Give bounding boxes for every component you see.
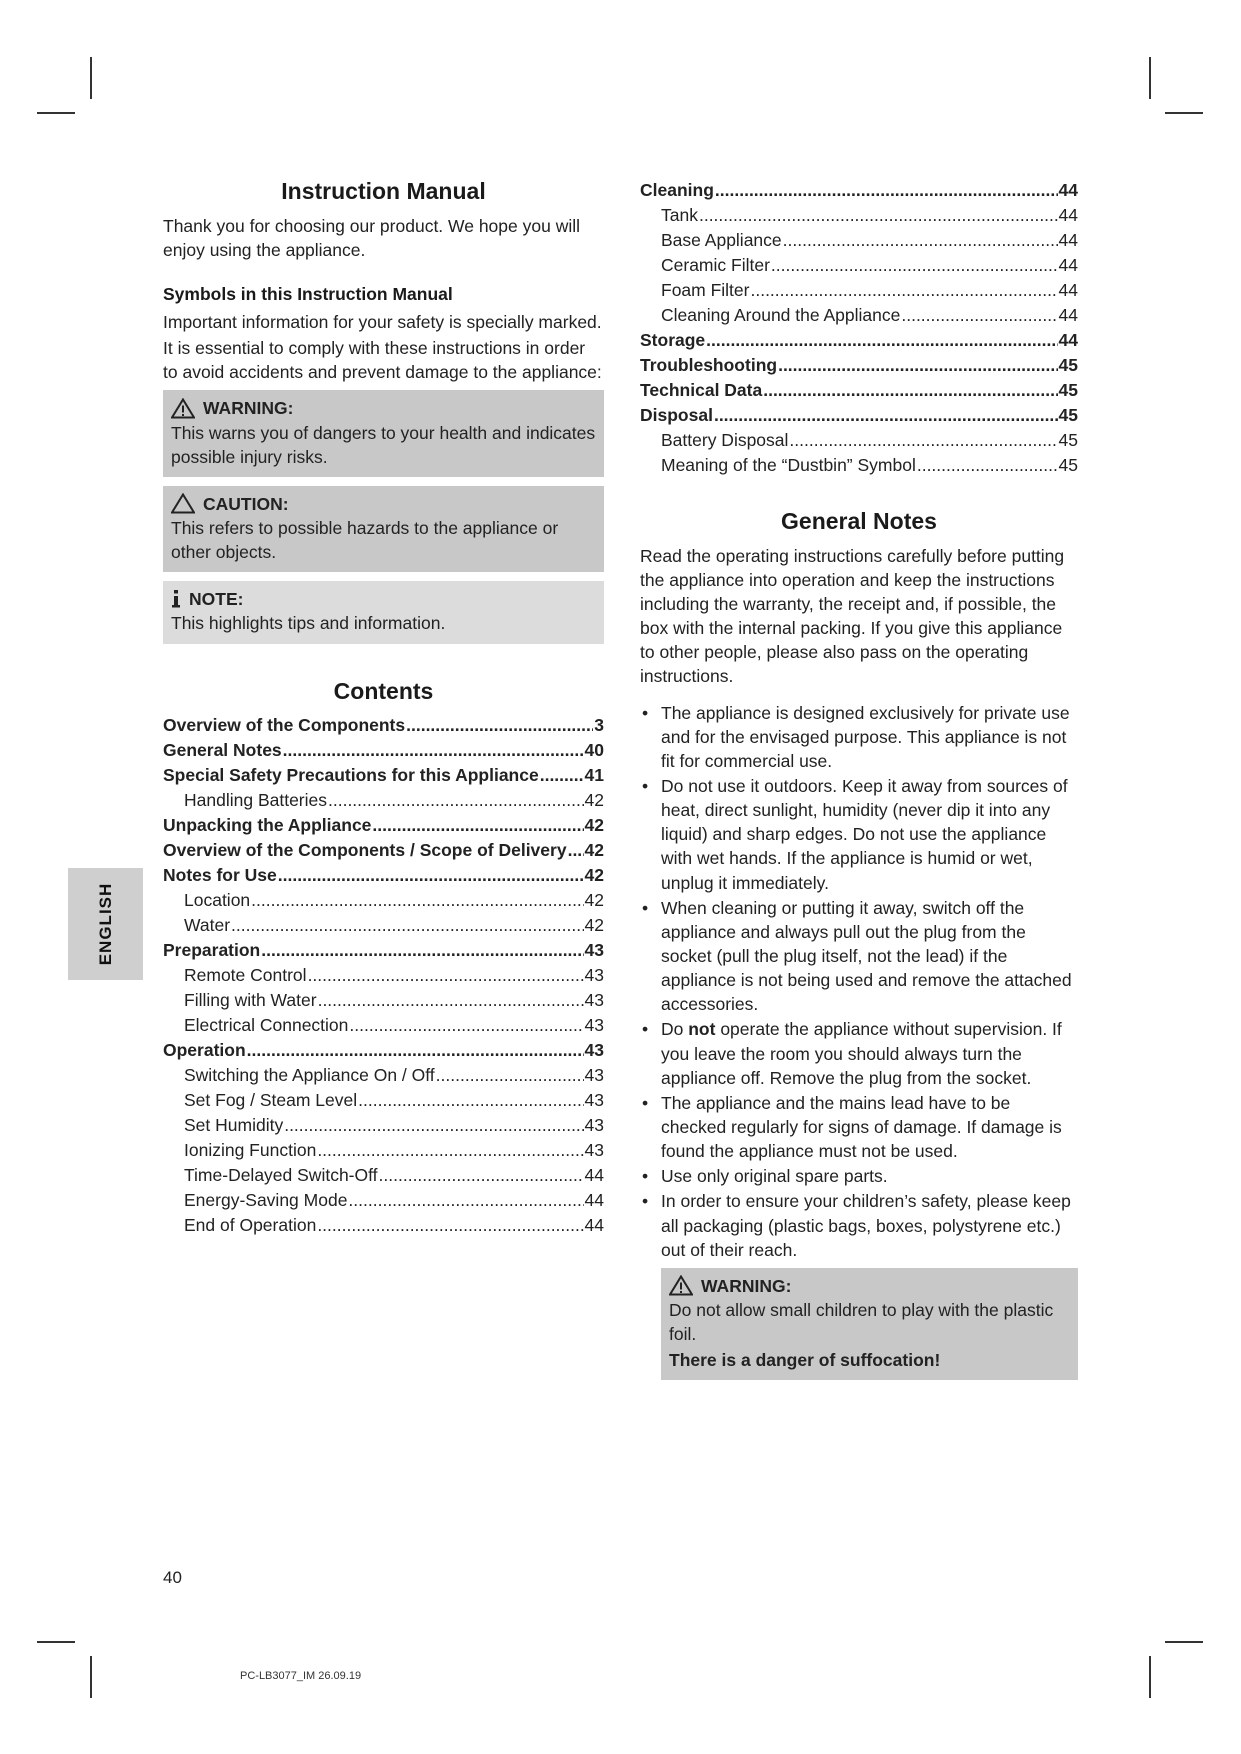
toc-entry-page: 43 [584, 1065, 604, 1086]
toc-entry [163, 1188, 604, 1213]
warning-text: This warns you of dangers to your health and indicates possible injury risks. [171, 422, 596, 467]
toc-entry-page: 42 [584, 890, 604, 911]
toc-leader-dots [771, 253, 1058, 278]
contents-list-left [163, 713, 604, 1238]
bullet-item: • When cleaning or putting it away, switch off the appliance and always pull out the plug from the socket (pull the plug itself, not the lead) if the appliance is not being used and remove the attached accessories. [640, 896, 1078, 1017]
toc-entry [163, 1213, 604, 1238]
toc-entry-title: Ceramic Filter [661, 255, 770, 276]
page-number: 40 [163, 1568, 182, 1587]
toc-leader-dots [783, 228, 1058, 253]
symbols-paragraph-2: It is essential to comply with these instructions in order to avoid accidents and prevent damage to the appliance: [163, 338, 602, 383]
caution-text: This refers to possible hazards to the appliance or other objects. [171, 518, 559, 563]
bullet-item: • Use only original spare parts. [640, 1164, 1078, 1188]
toc-entry-page: 45 [1058, 455, 1078, 476]
toc-entry-page: 40 [584, 740, 604, 761]
toc-leader-dots [278, 863, 584, 888]
safety-bullet-list [640, 701, 1078, 1262]
note-text: This highlights tips and information. [171, 613, 446, 634]
toc-leader-dots [251, 888, 583, 913]
toc-entry-page: 44 [1058, 330, 1078, 351]
general-notes-intro: Read the operating instructions carefully before putting the appliance into operation and keep the instructions including the warranty, the receipt and, if possible, the box with the internal packing. If you give this appliance to other people, please also pass on the operating instructions. [640, 545, 1065, 687]
crop-mark [1165, 112, 1203, 114]
toc-entry-title: Overview of the Components / Scope of Delivery [163, 840, 567, 861]
toc-entry-title: Cleaning [640, 180, 714, 200]
toc-entry-page: 42 [584, 865, 604, 886]
toc-entry-title: Cleaning Around the Appliance [661, 305, 901, 326]
toc-entry-title: Special Safety Precautions for this Appliance [163, 765, 539, 786]
toc-entry [640, 303, 1078, 328]
info-icon [171, 589, 181, 609]
toc-leader-dots [358, 1088, 583, 1113]
toc-leader-dots [317, 1213, 583, 1238]
toc-entry-title: Set Humidity [184, 1115, 284, 1136]
toc-entry [640, 353, 1078, 378]
toc-entry-page: 44 [1058, 230, 1078, 251]
toc-entry-title: Electrical Connection [184, 1015, 349, 1036]
toc-entry-page: 43 [584, 1040, 604, 1061]
toc-entry-page: 42 [584, 840, 604, 861]
toc-entry-page: 44 [1058, 305, 1078, 326]
toc-entry-page: 44 [1058, 255, 1078, 276]
toc-entry [163, 1113, 604, 1138]
caution-label: CAUTION: [203, 493, 289, 514]
toc-entry [163, 1088, 604, 1113]
toc-leader-dots [406, 713, 593, 738]
contents-list-right [640, 178, 1078, 478]
toc-entry [640, 403, 1078, 428]
warning-triangle-icon [171, 398, 195, 419]
toc-entry [640, 228, 1078, 253]
toc-entry [163, 863, 604, 888]
left-column [163, 178, 604, 1238]
toc-leader-dots [247, 1038, 584, 1063]
toc-entry-page: 43 [584, 1140, 604, 1161]
toc-entry-title: Switching the Appliance On / Off [184, 1065, 435, 1086]
toc-leader-dots [789, 428, 1057, 453]
toc-entry-page: 42 [584, 815, 604, 836]
toc-entry [163, 738, 604, 763]
toc-entry-title: Handling Batteries [184, 790, 327, 811]
toc-entry-page: 44 [1058, 180, 1078, 200]
toc-entry [163, 713, 604, 738]
bullet-text-post: operate the appliance without supervision. If you leave the room you should always turn the appliance off. Remove the plug from the socket. [661, 1019, 1062, 1088]
toc-leader-dots [706, 328, 1057, 353]
toc-leader-dots [284, 1113, 583, 1138]
symbols-paragraph-1: Important information for your safety is specially marked. [163, 312, 602, 333]
toc-entry [163, 1163, 604, 1188]
toc-entry-title: End of Operation [184, 1215, 317, 1236]
toc-entry-title: Water [184, 915, 231, 936]
toc-entry [163, 963, 604, 988]
manual-title: Instruction Manual [281, 178, 486, 204]
toc-entry-page: 3 [594, 715, 604, 736]
warning-strong-text: There is a danger of suffocation! [669, 1350, 941, 1371]
crop-mark [1165, 1641, 1203, 1643]
toc-leader-dots [540, 763, 584, 788]
toc-leader-dots [379, 1163, 584, 1188]
toc-leader-dots [699, 203, 1058, 228]
toc-entry-title: Operation [163, 1040, 246, 1061]
toc-entry-page: 44 [584, 1190, 604, 1211]
symbols-heading: Symbols in this Instruction Manual [163, 283, 453, 304]
toc-entry [163, 1038, 604, 1063]
toc-leader-dots [231, 913, 584, 938]
caution-triangle-icon [171, 493, 195, 514]
toc-entry-title: Disposal [640, 405, 713, 426]
crop-mark [1149, 57, 1151, 99]
contents-title: Contents [333, 677, 434, 704]
crop-mark [90, 57, 92, 99]
toc-entry-title: General Notes [163, 740, 282, 761]
toc-entry-title: Storage [640, 330, 706, 351]
toc-entry [640, 203, 1078, 228]
toc-entry-title: Troubleshooting [640, 355, 778, 376]
toc-entry-title: Unpacking the Appliance [163, 815, 372, 836]
toc-entry-page: 43 [584, 1115, 604, 1136]
suffocation-warning-box [661, 1268, 1078, 1381]
footer-code: PC-LB3077_IM 26.09.19 [240, 1670, 362, 1682]
warning-triangle-icon [669, 1275, 693, 1296]
crop-mark [90, 1656, 92, 1698]
language-tab [68, 868, 143, 980]
toc-entry-title: Time-Delayed Switch-Off [184, 1165, 378, 1186]
toc-entry-page: 44 [1058, 280, 1078, 301]
toc-entry-title: Foam Filter [661, 280, 750, 301]
toc-leader-dots [283, 738, 584, 763]
toc-entry [640, 178, 1078, 203]
warning-label: WARNING: [203, 398, 294, 419]
toc-leader-dots [778, 353, 1057, 378]
toc-leader-dots [436, 1063, 584, 1088]
toc-entry-page: 42 [584, 790, 604, 811]
toc-leader-dots [328, 788, 584, 813]
crop-mark [1149, 1656, 1151, 1698]
toc-entry-title: Preparation [163, 940, 261, 961]
caution-box [163, 486, 604, 572]
toc-entry-page: 43 [584, 1015, 604, 1036]
toc-entry [163, 988, 604, 1013]
toc-entry-page: 45 [1058, 380, 1078, 401]
toc-entry [640, 278, 1078, 303]
toc-leader-dots [348, 1188, 583, 1213]
toc-entry-page: 43 [584, 990, 604, 1011]
toc-entry-title: Base Appliance [661, 230, 782, 251]
note-box [163, 581, 604, 643]
toc-entry [163, 888, 604, 913]
toc-entry-page: 41 [584, 765, 604, 786]
bullet-item: • The appliance is designed exclusively for private use and for the envisaged purpose. This appliance is not fit for commercial use. [640, 701, 1078, 773]
toc-entry-title: Notes for Use [163, 865, 277, 886]
toc-entry [163, 763, 604, 788]
toc-leader-dots [750, 278, 1057, 303]
warning-label: WARNING: [701, 1275, 792, 1296]
bullet-text-pre: Do [661, 1019, 689, 1040]
toc-leader-dots [917, 453, 1058, 478]
toc-leader-dots [715, 178, 1058, 203]
toc-entry-page: 45 [1058, 355, 1078, 376]
toc-leader-dots [568, 838, 584, 863]
toc-entry-title: Battery Disposal [661, 430, 789, 451]
toc-leader-dots [261, 938, 583, 963]
toc-entry-title: Meaning of the “Dustbin” Symbol [661, 455, 916, 476]
bullet-item: • Do not use it outdoors. Keep it away from sources of heat, direct sunlight, humidity (never dip it into any liquid) and sharp edges. Do not use the appliance with wet hands. If the appliance is humid or wet, unplug it immediately. [640, 774, 1078, 895]
right-column [640, 178, 1078, 1389]
toc-entry [640, 253, 1078, 278]
toc-entry-page: 43 [584, 940, 604, 961]
bullet-item: • In order to ensure your children’s safety, please keep all packaging (plastic bags, boxes, polystyrene etc.) out of their reach. [640, 1189, 1078, 1261]
toc-leader-dots [318, 988, 584, 1013]
toc-entry-title: Energy-Saving Mode [184, 1190, 348, 1211]
toc-entry-title: Overview of the Components [163, 715, 406, 736]
toc-entry-title: Location [184, 890, 251, 911]
toc-entry [163, 1063, 604, 1088]
crop-mark [37, 1641, 75, 1643]
toc-entry [163, 938, 604, 963]
toc-leader-dots [308, 963, 584, 988]
toc-entry-page: 44 [1058, 205, 1078, 226]
general-notes-title: General Notes [781, 508, 937, 535]
bullet-text-bold: not [688, 1019, 716, 1040]
toc-leader-dots [349, 1013, 583, 1038]
toc-leader-dots [714, 403, 1058, 428]
toc-entry [163, 1013, 604, 1038]
note-label: NOTE: [189, 589, 244, 610]
toc-entry-title: Remote Control [184, 965, 307, 986]
toc-entry [163, 813, 604, 838]
toc-entry-page: 44 [584, 1215, 604, 1236]
toc-entry-page: 43 [584, 1090, 604, 1111]
toc-entry-title: Set Fog / Steam Level [184, 1090, 358, 1111]
toc-entry-title: Ionizing Function [184, 1140, 317, 1161]
toc-entry [163, 788, 604, 813]
bullet-item [640, 1017, 1078, 1089]
warning-box [163, 390, 604, 476]
toc-entry [163, 913, 604, 938]
toc-leader-dots [372, 813, 583, 838]
toc-entry-title: Tank [661, 205, 698, 226]
toc-leader-dots [317, 1138, 583, 1163]
crop-mark [37, 112, 75, 114]
toc-entry-page: 42 [584, 915, 604, 936]
toc-entry [640, 378, 1078, 403]
warning-text: Do not allow small children to play with the plastic foil. [669, 1300, 1054, 1345]
toc-entry [163, 1138, 604, 1163]
toc-leader-dots [763, 378, 1057, 403]
bullet-item: • The appliance and the mains lead have to be checked regularly for signs of damage. If damage is found the appliance must not be used. [640, 1091, 1078, 1163]
language-tab-label: ENGLISH [95, 882, 115, 966]
toc-entry-page: 44 [584, 1165, 604, 1186]
toc-entry-title: Filling with Water [184, 990, 317, 1011]
toc-entry-page: 45 [1058, 430, 1078, 451]
toc-entry-page: 43 [584, 965, 604, 986]
toc-entry [163, 838, 604, 863]
intro-text: Thank you for choosing our product. We hope you will enjoy using the appliance. [163, 215, 580, 260]
toc-entry-title: Technical Data [640, 380, 763, 401]
toc-entry [640, 328, 1078, 353]
toc-entry-page: 45 [1058, 405, 1078, 426]
toc-leader-dots [901, 303, 1057, 328]
toc-entry [640, 428, 1078, 453]
toc-entry [640, 453, 1078, 478]
